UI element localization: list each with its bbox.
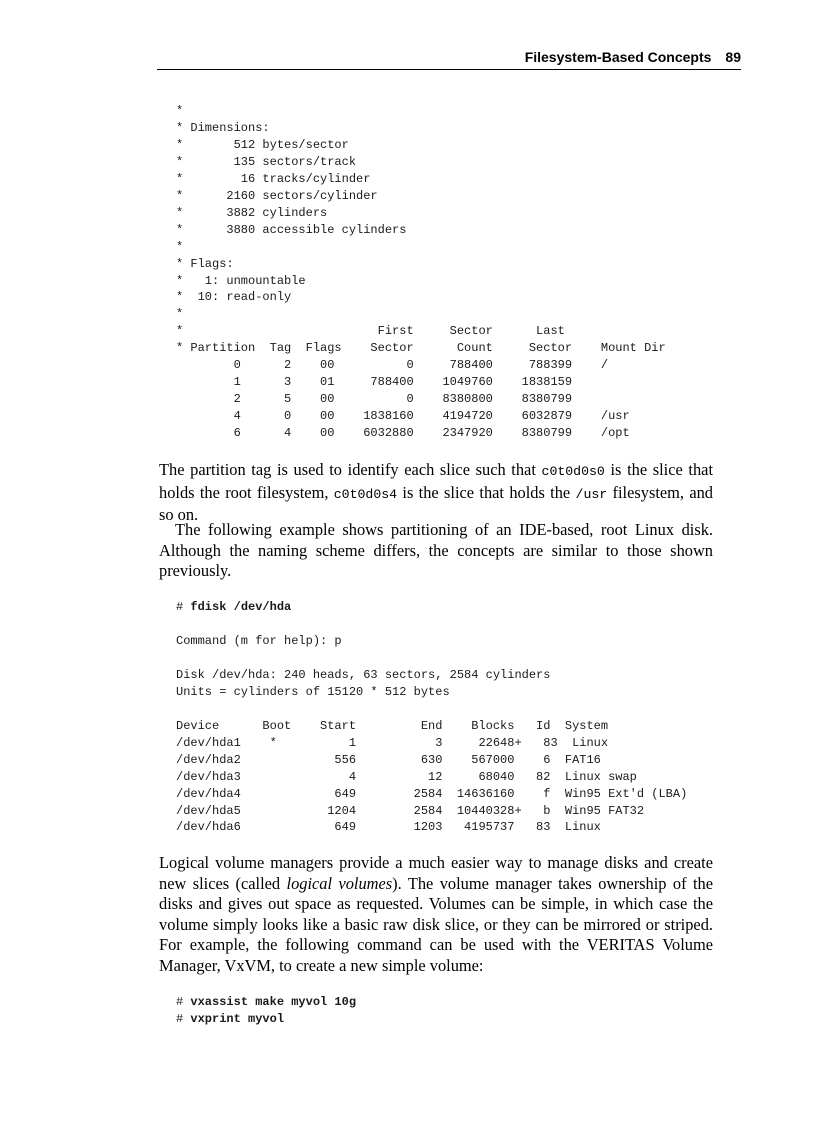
slice-name-root: c0t0d0s0 [541, 464, 605, 479]
paragraph-volume-managers: Logical volume managers provide a much easier way to manage disks and create new slices (called logical volumes). The volume manager takes ownership of the disks and gives out space as requested. Volumes can be simple, in which case the volume simply looks like a basic raw disk slice, or they can be mirrored or striped. For example, the following command can be used with the VERITAS Volume Manager, VxVM, to create a new simple volume: [159, 853, 713, 975]
paragraph-ide-example: The following example shows partitioning of an IDE-based, root Linux disk. Although the naming scheme differs, the concepts are similar to those shown previously. [159, 520, 713, 580]
fdisk-output: Command (m for help): p Disk /dev/hda: 240 heads, 63 sectors, 2584 cylinders Units = cylinders of 15120 * 512 bytes Device Boot Start End Blocks Id System /dev/hda1 * 1 3 22648+ 83 Linux /dev/hda2 556 630 567000 6 FAT16 /dev/hda3 4 12 68040 82 Linux swap /dev/hda4 649 2584 14636160 f Win95 Ext'd (LBA) /dev/hda5 1204 2584 10440328+ b Win95 FAT32 /dev/hda6 649 1203 4195737 83 Linux [176, 634, 688, 835]
page-header [157, 49, 741, 70]
running-title: Filesystem-Based Concepts [524, 49, 712, 65]
term-logical-volumes: logical volumes [286, 873, 393, 893]
fdisk-command-line: # fdisk /dev/hda [176, 600, 292, 614]
page-number: 89 [725, 49, 741, 65]
running-head [525, 49, 741, 65]
fdisk-command: fdisk /dev/hda [190, 600, 292, 614]
paragraph-partition-tag: The partition tag is used to identify each slice such that c0t0d0s0 is the slice that holds the root filesystem, c0t0d0s4 is the slice that holds the /usr filesystem, and so on. [159, 460, 714, 524]
vxprint-command: vxprint myvol [190, 1011, 285, 1026]
vxvm-commands: # vxassist make myvol 10g # vxprint myvol [176, 995, 357, 1026]
usr-path: /usr [575, 486, 608, 502]
vxassist-command: vxassist make myvol 10g [190, 995, 357, 1009]
vtoc-listing: * * Dimensions: * 512 bytes/sector * 135 sectors/track * 16 tracks/cylinder * 2160 sectors/cylinder * 3882 cylinders * 3880 accessible cylinders * * Flags: * 1: unmountable * 10: read-only * * First Sector Last * Partition Tag Flags Sector Count Sector Mount Dir 0 2 00 0 788400 788399 / 1 3 01 788400 1049760 1838159 2 5 00 0 8380800 8380799 4 0 00 1838160 4194720 6032879 /usr 6 4 00 6032880 2347920 8380799 /opt [176, 104, 666, 441]
slice-name-usr: c0t0d0s4 [333, 486, 398, 502]
